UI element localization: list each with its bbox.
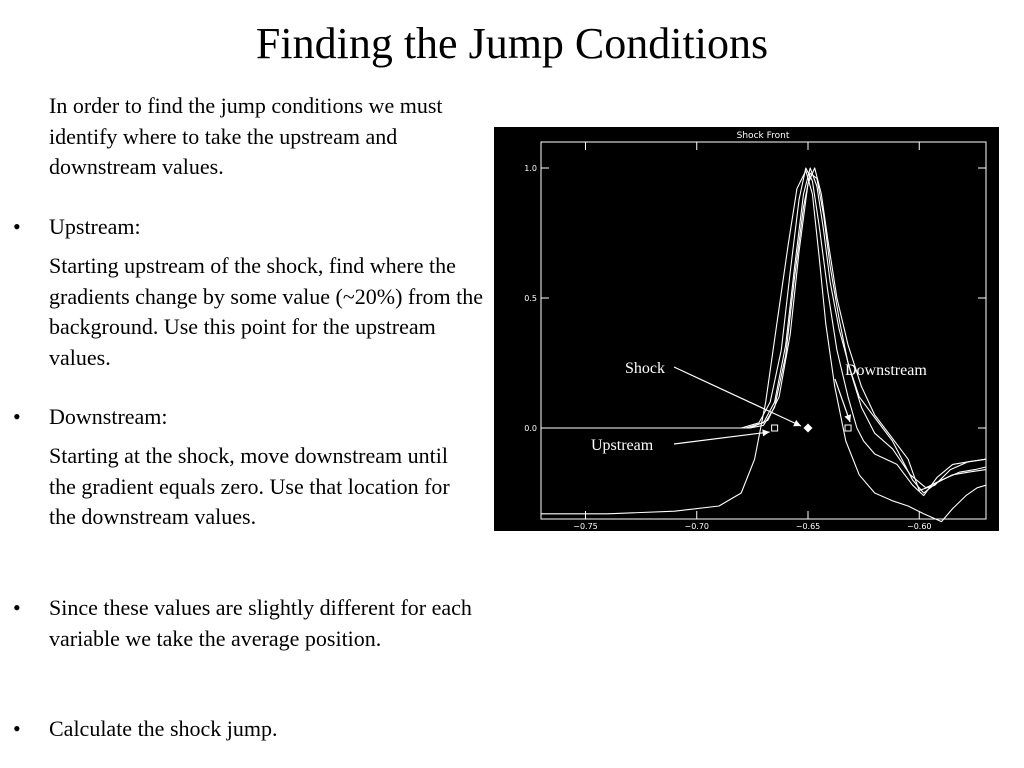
- y-tick-label-0: 0.0: [524, 424, 537, 433]
- y-tick-label-1: 0.5: [524, 294, 537, 303]
- annotation-arrow-2: [674, 432, 770, 444]
- x-tick-label-3: −0.60: [906, 522, 932, 531]
- downstream-point: [845, 425, 851, 431]
- annotation-arrow-0: [674, 367, 801, 426]
- slide-title: Finding the Jump Conditions: [255, 19, 769, 68]
- annotation-arrowhead-2: [762, 429, 769, 436]
- bullet-calculate-marker: •: [13, 716, 21, 741]
- shock-front-plot: [494, 127, 999, 531]
- x-tick-label-0: −0.75: [573, 522, 598, 531]
- annotation-layer: [591, 360, 927, 454]
- bullet-upstream-body: Starting upstream of the shock, find where the gradients change by some value (~20%) from the background. Use this point for the upstream values.: [49, 253, 484, 370]
- bullet-downstream-body: Starting at the shock, move downstream until the gradient equals zero. Use that location for the downstream values.: [49, 443, 450, 529]
- intro-paragraph: In order to find the jump conditions we must identify where to take the upstream and downstream values.: [49, 93, 443, 179]
- annotation-label-0: Shock: [625, 360, 665, 377]
- bullet-upstream-marker: •: [13, 214, 21, 239]
- annotation-label-1: Downstream: [845, 362, 927, 379]
- upstream-point: [772, 425, 778, 431]
- plot-frame: [541, 142, 986, 519]
- bullet-calculate-text: Calculate the shock jump.: [49, 716, 278, 741]
- x-tick-label-2: −0.65: [795, 522, 821, 531]
- annotation-label-2: Upstream: [591, 437, 654, 454]
- shock-point: [804, 424, 813, 433]
- bullet-downstream-marker: •: [13, 404, 21, 429]
- annotation-arrowhead-1: [844, 414, 851, 422]
- series-layer: [541, 168, 986, 522]
- bullet-average-marker: •: [13, 595, 21, 620]
- marker-layer: [772, 424, 851, 433]
- bullet-upstream-heading: Upstream:: [49, 214, 141, 239]
- y-tick-label-2: 1.0: [524, 164, 537, 173]
- series-line-5: [541, 171, 986, 522]
- chart-title: Shock Front: [736, 131, 790, 141]
- bullet-downstream-heading: Downstream:: [49, 404, 168, 429]
- shock-front-chart: [494, 127, 999, 531]
- axes-layer: [524, 142, 986, 531]
- x-tick-label-1: −0.70: [684, 522, 710, 531]
- bullet-average-text: Since these values are slightly different for each variable we take the average position.: [49, 595, 472, 651]
